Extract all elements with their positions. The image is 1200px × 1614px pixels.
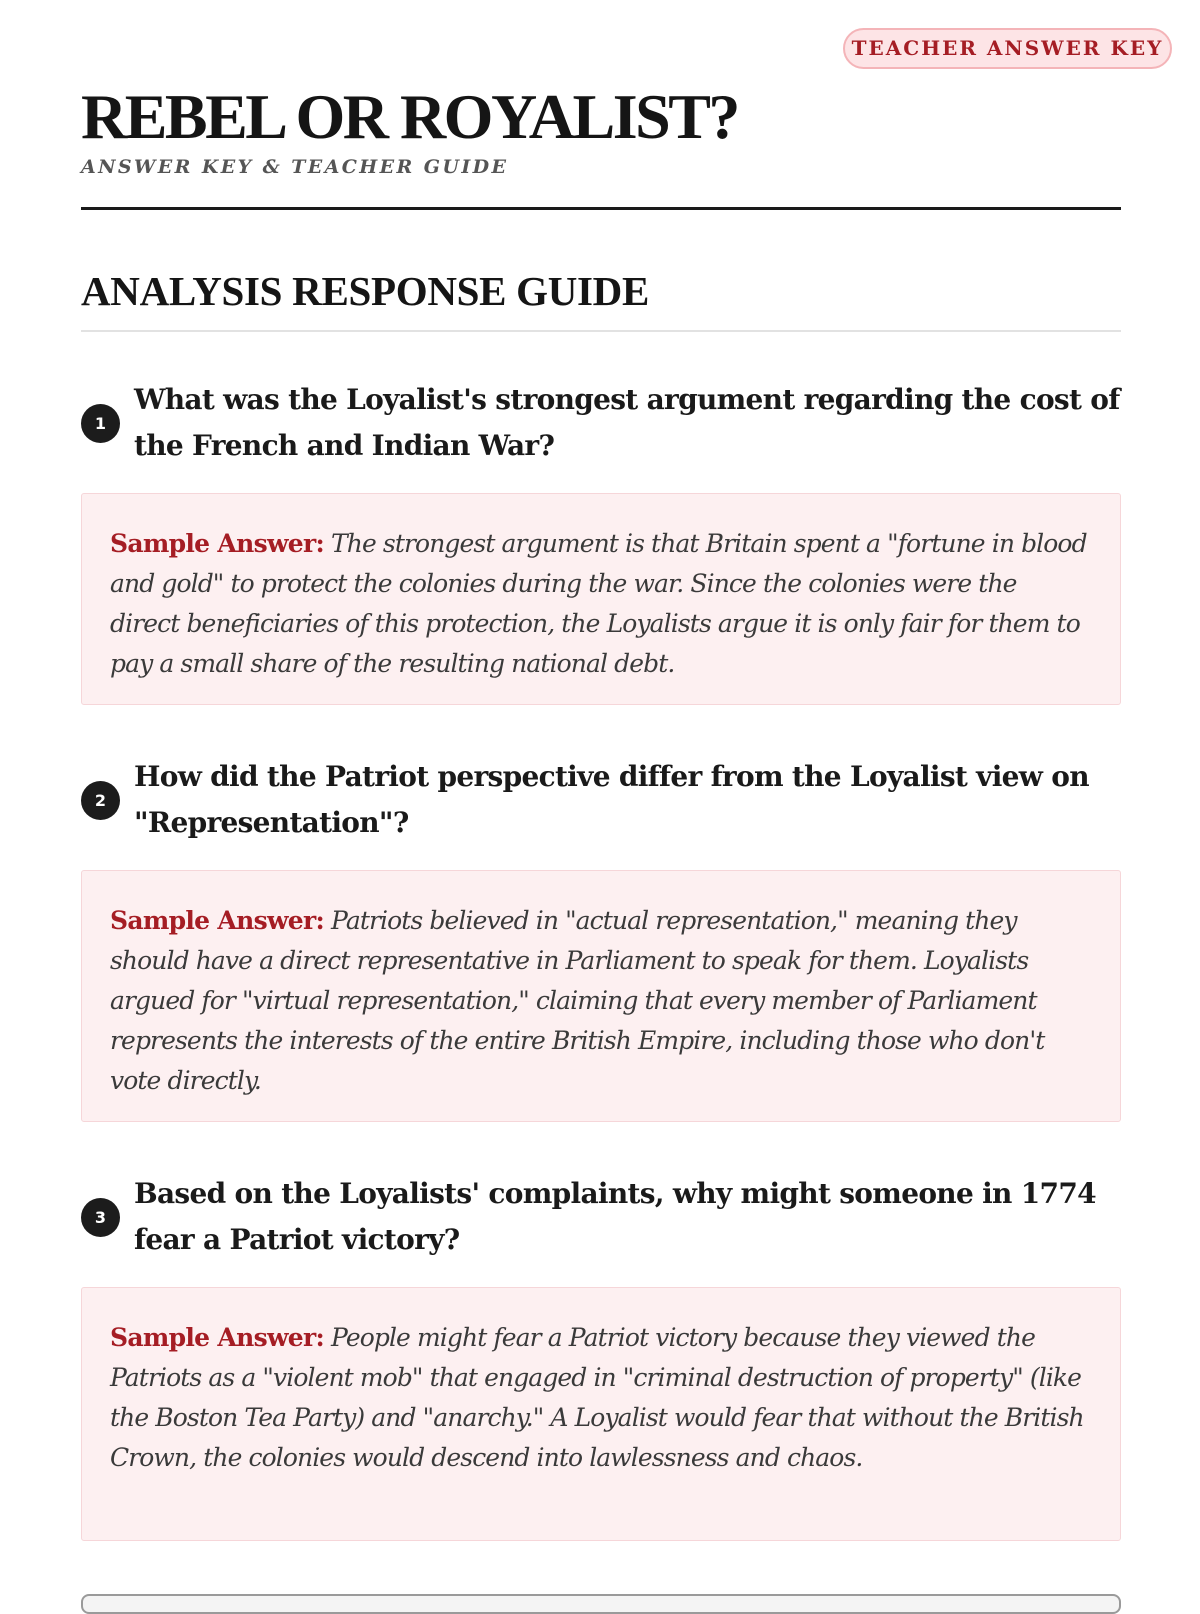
question-number-badge: 1 [81, 404, 120, 443]
teacher-answer-key-badge: TEACHER ANSWER KEY [843, 28, 1172, 69]
sample-answer-body: The strongest argument is that Britain spent a "fortune in blood and gold" to protect the colonies during the war. Since the colonies were the direct beneficiaries of this protection, the Loyalists argue it is only fair for them to pay a small share of the resulting national debt. [110, 529, 1087, 678]
sample-answer-label: Sample Answer: [110, 1323, 324, 1352]
section-heading: ANALYSIS RESPONSE GUIDE [81, 268, 650, 314]
sample-answer-text [110, 901, 1092, 1101]
question-number-badge: 3 [81, 1198, 120, 1237]
header-divider [81, 207, 1121, 210]
question-number-badge: 2 [81, 781, 120, 820]
question-text: How did the Patriot perspective differ from the Loyalist view on "Representation"? [134, 760, 1089, 839]
sample-answer-body: Patriots believed in "actual representation," meaning they should have a direct representative in Parliament to speak for them. Loyalists argued for "virtual representation," claiming that every member of Parliament represents the interests of the entire British Empire, including those who don't vote directly. [110, 906, 1045, 1095]
sample-answer-body: People might fear a Patriot victory because they viewed the Patriots as a "violent mob" that engaged in "criminal destruction of property" (like the Boston Tea Party) and "anarchy." A Loyalist would fear that without the British Crown, the colonies would descend into lawlessness and chaos. [110, 1323, 1084, 1472]
question-text: Based on the Loyalists' complaints, why might someone in 1774 fear a Patriot victory? [134, 1177, 1096, 1256]
page-title: REBEL OR ROYALIST? [81, 81, 738, 152]
question-text: What was the Loyalist's strongest argument regarding the cost of the French and Indian War? [134, 383, 1120, 462]
sample-answer-box [81, 870, 1121, 1122]
sample-answer-label: Sample Answer: [110, 529, 324, 558]
sample-answer-text [110, 524, 1092, 684]
next-section-edge [81, 1594, 1121, 1614]
page-subtitle: ANSWER KEY & TEACHER GUIDE [81, 156, 509, 178]
sample-answer-box [81, 1287, 1121, 1541]
sample-answer-text [110, 1318, 1092, 1478]
section-divider [81, 330, 1121, 332]
sample-answer-label: Sample Answer: [110, 906, 324, 935]
sample-answer-box [81, 493, 1121, 705]
